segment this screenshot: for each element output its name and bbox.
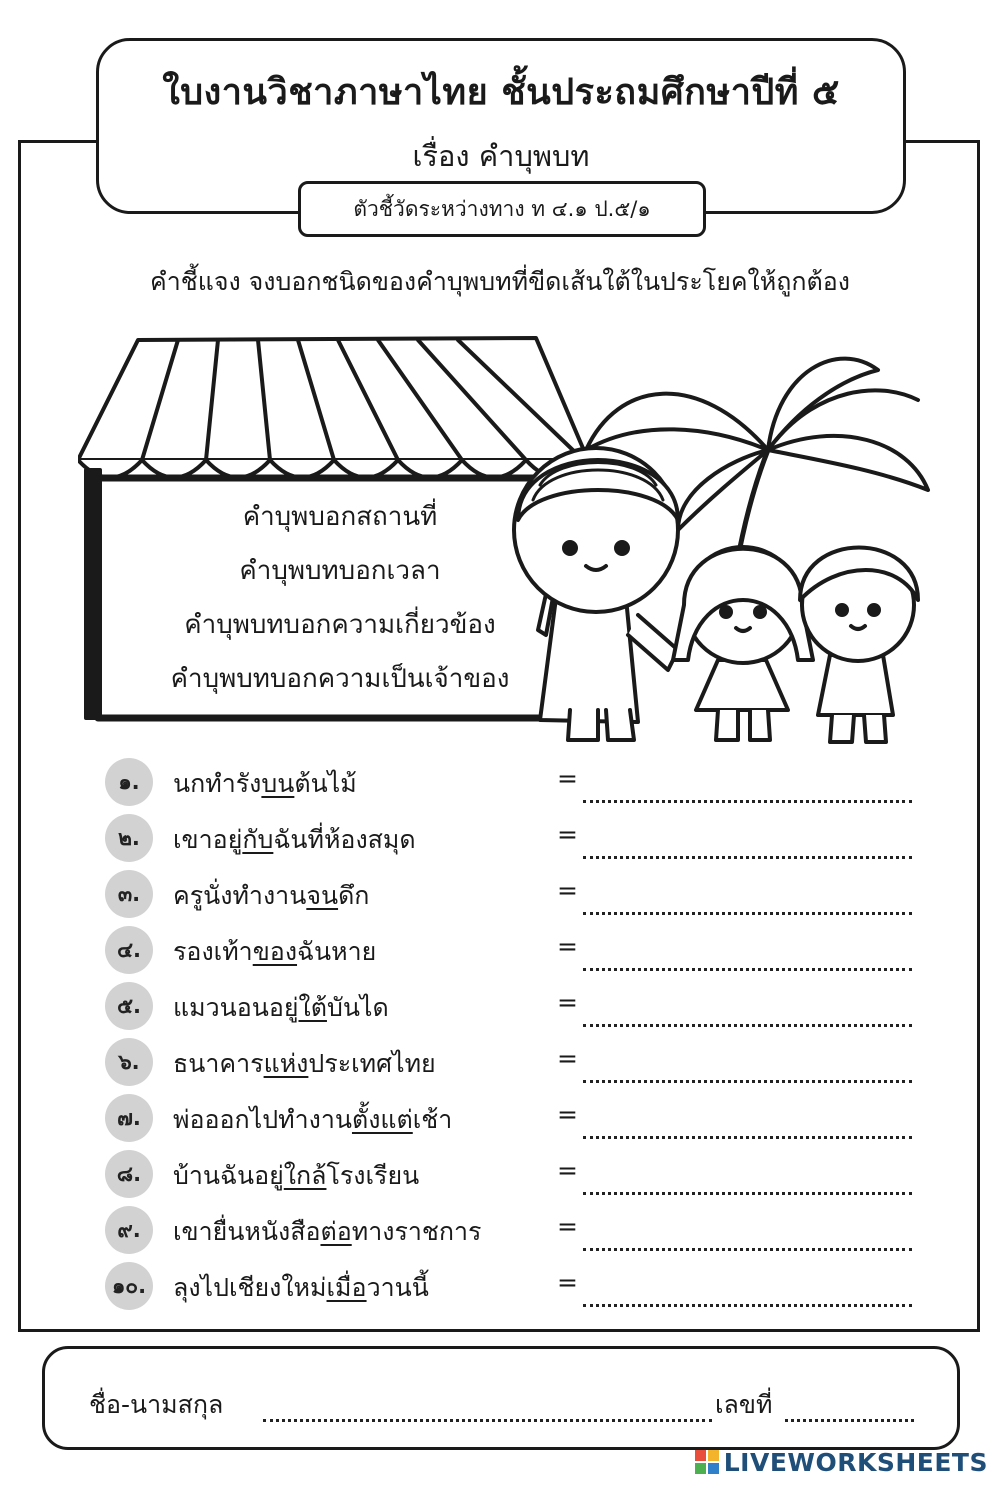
underlined-preposition: ต่อ [320, 1217, 352, 1246]
equals-sign: = [557, 1100, 578, 1129]
underlined-preposition: กับ [242, 825, 274, 854]
answer-input[interactable] [583, 932, 912, 971]
preposition-type: คำบุพบทบอกเวลา [239, 556, 441, 586]
answer-input[interactable] [583, 876, 912, 915]
name-label: ชื่อ-นามสกุล [89, 1390, 224, 1419]
question-row [105, 926, 915, 974]
question-sentence: ธนาคารแห่งประเทศไทย [173, 1049, 436, 1078]
underlined-preposition: แห่ง [263, 1049, 309, 1078]
question-number: ๓. [105, 870, 153, 918]
question-number: ๘. [105, 1150, 153, 1198]
question-sentence: เขายื่นหนังสือต่อทางราชการ [173, 1217, 482, 1246]
equals-sign: = [557, 1156, 578, 1185]
question-sentence: ครูนั่งทำงานจนดึก [173, 881, 370, 910]
question-row [105, 870, 915, 918]
question-sentence: ลุงไปเชียงใหม่เมื่อวานนี้ [173, 1273, 429, 1302]
question-row [105, 1206, 915, 1254]
answer-input[interactable] [583, 988, 912, 1027]
preposition-type: คำบุพบทบอกความเป็นเจ้าของ [170, 664, 510, 694]
answer-input[interactable] [583, 1212, 912, 1251]
underlined-preposition: ใต้ [298, 993, 327, 1022]
question-number: ๔. [105, 926, 153, 974]
equals-sign: = [557, 1268, 578, 1297]
question-sentence: บ้านฉันอยู่ใกล้โรงเรียน [173, 1161, 420, 1190]
question-row [105, 814, 915, 862]
instruction-text: คำชี้แจง จงบอกชนิดของคำบุพบทที่ขีดเส้นใต้ในประโยคให้ถูกต้อง [150, 267, 850, 296]
question-sentence: พ่อออกไปทำงานตั้งแต่เช้า [173, 1105, 453, 1134]
question-row [105, 1150, 915, 1198]
underlined-preposition: ของ [252, 937, 298, 966]
question-number: ๒. [105, 814, 153, 862]
underlined-preposition: ตั้งแต่ [351, 1105, 413, 1134]
equals-sign: = [557, 876, 578, 905]
liveworksheets-icon [694, 1449, 720, 1475]
question-number: ๗. [105, 1094, 153, 1142]
student-info-box [42, 1346, 960, 1450]
page-subtitle: เรื่อง คำบุพบท [412, 139, 590, 173]
number-label: เลขที่ [715, 1390, 773, 1419]
preposition-type: คำบุพบอกสถานที่ [242, 502, 438, 532]
question-number: ๙. [105, 1206, 153, 1254]
answer-input[interactable] [583, 1268, 912, 1307]
equals-sign: = [557, 820, 578, 849]
equals-sign: = [557, 1212, 578, 1241]
equals-sign: = [557, 988, 578, 1017]
equals-sign: = [557, 1044, 578, 1073]
question-row [105, 982, 915, 1030]
question-number: ๕. [105, 982, 153, 1030]
indicator-label: ตัวชี้วัดระหว่างทาง ท ๔.๑ ป.๕/๑ [298, 181, 706, 237]
equals-sign: = [557, 932, 578, 961]
underlined-preposition: จน [306, 881, 339, 910]
underlined-preposition: เมื่อ [326, 1273, 367, 1302]
question-sentence: นกทำรังบนต้นไม้ [173, 769, 357, 798]
answer-input[interactable] [583, 1156, 912, 1195]
question-row [105, 1038, 915, 1086]
equals-sign: = [557, 764, 578, 793]
question-number: ๑๐. [105, 1262, 153, 1310]
question-sentence: เขาอยู่กับฉันที่ห้องสมุด [173, 825, 416, 854]
brand-text: LIVEWORKSHEETS [723, 1448, 988, 1477]
preposition-type: คำบุพบทบอกความเกี่ยวข้อง [184, 610, 496, 640]
question-number: ๑. [105, 758, 153, 806]
page-title: ใบงานวิชาภาษาไทย ชั้นประถมศึกษาปีที่ ๕ [162, 72, 840, 113]
number-input[interactable] [785, 1385, 914, 1422]
question-row [105, 1262, 915, 1310]
question-number: ๖. [105, 1038, 153, 1086]
preposition-types-list [120, 490, 560, 706]
answer-input[interactable] [583, 1044, 912, 1083]
answer-input[interactable] [583, 820, 912, 859]
underlined-preposition: ใกล้ [283, 1161, 327, 1190]
question-sentence: รองเท้าของฉันหาย [173, 937, 377, 966]
name-input[interactable] [263, 1385, 712, 1422]
underlined-preposition: บน [261, 769, 295, 798]
question-sentence: แมวนอนอยู่ใต้บันได [173, 993, 389, 1022]
question-row [105, 1094, 915, 1142]
answer-input[interactable] [583, 764, 912, 803]
liveworksheets-logo [694, 1448, 988, 1477]
answer-input[interactable] [583, 1100, 912, 1139]
question-row [105, 758, 915, 806]
